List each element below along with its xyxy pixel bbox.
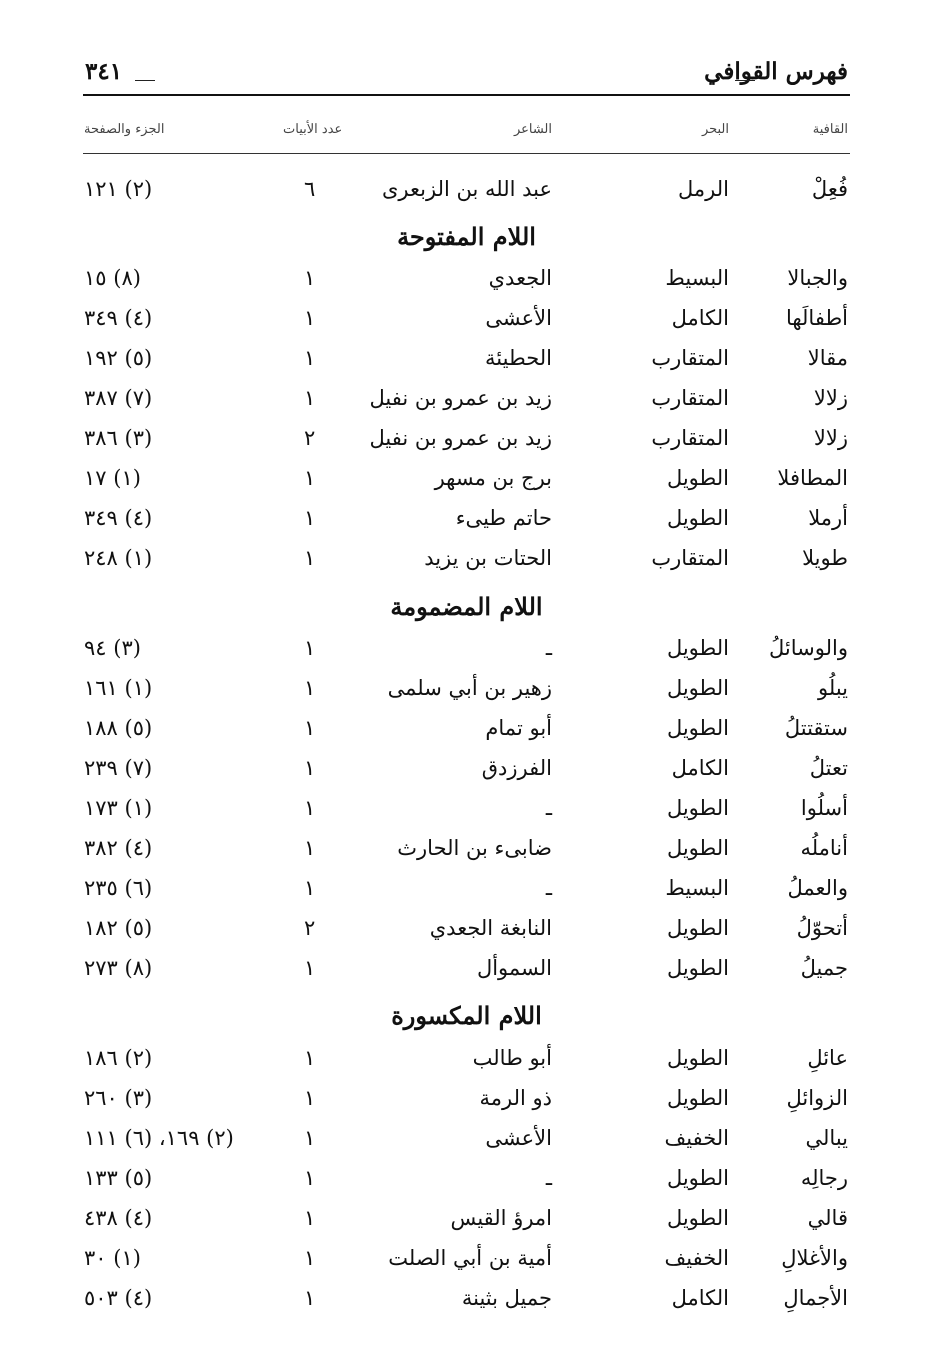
qafiya-cell: ستقتتلُ [784, 716, 848, 740]
qafiya-cell: أسلُوا [800, 796, 848, 820]
bahr-cell: الطويل [666, 1046, 729, 1070]
bahr-cell: الرمل [678, 177, 729, 201]
verse-count-cell: ١ [304, 346, 316, 370]
qafiya-cell: عائلِ [807, 1046, 848, 1070]
poet-cell: جميل بثينة [461, 1286, 552, 1310]
poet-cell: الفرزدق [481, 756, 552, 780]
poet-cell: ـ [545, 636, 552, 660]
verse-count-cell: ١ [304, 756, 316, 780]
bahr-cell: الطويل [666, 1166, 729, 1190]
poet-cell: الجعدي [488, 266, 552, 290]
section-heading-lam-maksura: اللام المكسورة [391, 1001, 542, 1030]
qafiya-cell: والوسائلُ [769, 636, 848, 660]
volume-page-cell: (٤) ٣٤٩ [84, 306, 153, 330]
page-header-title: فهرس القوافي [704, 58, 848, 85]
volume-page-cell: (٣) ٢٦٠ [84, 1086, 153, 1110]
column-header-shaer: الشاعر [513, 122, 552, 137]
volume-page-cell: (٤) ٤٣٨ [84, 1206, 153, 1230]
bahr-cell: الكامل [671, 756, 729, 780]
qafiya-cell: مقالا [807, 346, 848, 370]
volume-page-cell: (١) ١٦١ [84, 676, 153, 700]
poet-cell: عبد الله بن الزبعرى [381, 177, 552, 201]
poet-cell: السموأل [476, 956, 552, 980]
verse-count-cell: ١ [304, 796, 316, 820]
verse-count-cell: ١ [304, 1166, 316, 1190]
poet-cell: زيد بن عمرو بن نفيل [369, 386, 552, 410]
bahr-cell: البسيط [665, 876, 729, 900]
qafiya-cell: والعملُ [787, 876, 848, 900]
qafiya-cell: رجالِه [800, 1166, 848, 1190]
verse-count-cell: ١ [304, 1046, 316, 1070]
verse-count-cell: ١ [304, 506, 316, 530]
qafiya-cell: يبلُو [818, 676, 848, 700]
qafiya-cell: قالي [807, 1206, 848, 1230]
verse-count-cell: ١ [304, 546, 316, 570]
volume-page-cell: (١) ١٧٣ [84, 796, 153, 820]
verse-count-cell: ١ [304, 876, 316, 900]
header-dash-right [735, 80, 755, 81]
verse-count-cell: ١ [304, 1126, 316, 1150]
volume-page-cell: (٥) ١٨٢ [84, 916, 153, 940]
volume-page-cell: (١) ١٧ [84, 466, 141, 490]
column-header-count: عدد الأبيات [283, 122, 343, 137]
volume-page-cell: (٨) ٢٧٣ [84, 956, 153, 980]
verse-count-cell: ٢ [304, 916, 316, 940]
bahr-cell: المتقارب [651, 426, 729, 450]
verse-count-cell: ١ [304, 386, 316, 410]
column-header-bahr: البحر [701, 122, 729, 137]
poet-cell: أمية بن أبي الصلت [388, 1246, 552, 1270]
bahr-cell: الطويل [666, 1086, 729, 1110]
poet-cell: الحتات بن يزيد [424, 546, 552, 570]
verse-count-cell: ١ [304, 266, 316, 290]
bahr-cell: الطويل [666, 916, 729, 940]
poet-cell: النابغة الجعدي [429, 916, 552, 940]
poet-cell: امرؤ القيس [450, 1206, 552, 1230]
qafiya-cell: زلالا [813, 426, 848, 450]
qafiya-cell: الأجمالِ [783, 1286, 848, 1310]
verse-count-cell: ١ [304, 956, 316, 980]
volume-page-cell: (٦) ٢٣٥ [84, 876, 153, 900]
qafiya-cell: والأغلالِ [781, 1246, 848, 1270]
volume-page-cell: (٧) ٣٨٧ [84, 386, 153, 410]
verse-count-cell: ٦ [304, 177, 316, 201]
qafiya-cell: أتحوّلُ [796, 916, 848, 940]
bahr-cell: المتقارب [651, 546, 729, 570]
poet-cell: ضابىء بن الحارث [397, 836, 552, 860]
poet-cell: زهير بن أبي سلمى [387, 676, 552, 700]
bahr-cell: الطويل [666, 716, 729, 740]
section-heading-lam-madmuma: اللام المضمومة [390, 592, 543, 621]
bahr-cell: الخفيف [664, 1126, 729, 1150]
verse-count-cell: ١ [304, 716, 316, 740]
verse-count-cell: ١ [304, 676, 316, 700]
bahr-cell: المتقارب [651, 386, 729, 410]
qafiya-cell: تعتلُ [809, 756, 848, 780]
bahr-cell: الطويل [666, 506, 729, 530]
qafiya-cell: أناملُه [800, 836, 848, 860]
qafiya-cell: أطفالَها [785, 306, 848, 330]
verse-count-cell: ٢ [304, 426, 316, 450]
bahr-cell: الطويل [666, 1206, 729, 1230]
page-number: ٣٤١ [85, 58, 123, 85]
poet-cell: ـ [545, 1166, 552, 1190]
section-heading-lam-maftuha: اللام المفتوحة [397, 222, 536, 251]
qafiya-cell: المطافلا [777, 466, 848, 490]
verse-count-cell: ١ [304, 1286, 316, 1310]
qafiya-cell: جميلُ [800, 956, 848, 980]
bahr-cell: الكامل [671, 306, 729, 330]
poet-cell: ـ [545, 796, 552, 820]
poet-cell: برج بن مسهر [434, 466, 552, 490]
verse-count-cell: ١ [304, 1246, 316, 1270]
volume-page-cell: (٤) ٥٠٣ [84, 1286, 153, 1310]
bahr-cell: الطويل [666, 956, 729, 980]
verse-count-cell: ١ [304, 306, 316, 330]
verse-count-cell: ١ [304, 1086, 316, 1110]
column-header-ref: الجزء والصفحة [84, 122, 165, 137]
volume-page-cell: (٥) ١٩٢ [84, 346, 153, 370]
bahr-cell: الطويل [666, 836, 729, 860]
column-header-rule [83, 153, 850, 154]
header-rule [83, 94, 850, 96]
column-header-qafiya: القافية [812, 122, 848, 137]
poet-cell: أبو طالب [472, 1046, 552, 1070]
volume-page-cell: (١) ٢٤٨ [84, 546, 153, 570]
bahr-cell: الطويل [666, 466, 729, 490]
bahr-cell: الطويل [666, 676, 729, 700]
volume-page-cell: (٥) ١٣٣ [84, 1166, 153, 1190]
verse-count-cell: ١ [304, 636, 316, 660]
poet-cell: أبو تمام [485, 716, 552, 740]
volume-page-cell: (٢) ١٨٦ [84, 1046, 153, 1070]
qafiya-cell: الزوائلِ [786, 1086, 848, 1110]
qafiya-cell: أرملا [808, 506, 848, 530]
qafiya-cell: يبالي [805, 1126, 848, 1150]
poet-cell: حاتم طيىء [455, 506, 552, 530]
volume-page-cell: (٣) ٣٨٦ [84, 426, 153, 450]
volume-page-cell: (٤) ٣٨٢ [84, 836, 153, 860]
poet-cell: الأعشى [485, 306, 552, 330]
volume-page-cell: (٢) ١٢١ [84, 177, 153, 201]
poet-cell: ـ [545, 876, 552, 900]
bahr-cell: المتقارب [651, 346, 729, 370]
volume-page-cell: (٧) ٢٣٩ [84, 756, 153, 780]
poet-cell: الأعشى [485, 1126, 552, 1150]
header-dash-left [135, 80, 155, 81]
qafiya-cell: طويلا [802, 546, 848, 570]
bahr-cell: الطويل [666, 636, 729, 660]
volume-page-cell: (٣) ٩٤ [84, 636, 141, 660]
volume-page-cell: (١) ٣٠ [84, 1246, 141, 1270]
bahr-cell: الخفيف [664, 1246, 729, 1270]
poet-cell: زيد بن عمرو بن نفيل [369, 426, 552, 450]
qafiya-cell: والجبالا [787, 266, 848, 290]
poet-cell: الحطيئة [485, 346, 552, 370]
bahr-cell: البسيط [665, 266, 729, 290]
verse-count-cell: ١ [304, 466, 316, 490]
verse-count-cell: ١ [304, 1206, 316, 1230]
volume-page-cell: (٨) ١٥ [84, 266, 141, 290]
volume-page-cell: (٤) ٣٤٩ [84, 506, 153, 530]
qafiya-cell: فُعِلْ [811, 177, 848, 201]
volume-page-cell: (٢) ١٦٩، (٦) ١١١ [84, 1126, 234, 1150]
volume-page-cell: (٥) ١٨٨ [84, 716, 153, 740]
bahr-cell: الطويل [666, 796, 729, 820]
poet-cell: ذو الرمة [479, 1086, 552, 1110]
verse-count-cell: ١ [304, 836, 316, 860]
qafiya-cell: زلالا [813, 386, 848, 410]
bahr-cell: الكامل [671, 1286, 729, 1310]
